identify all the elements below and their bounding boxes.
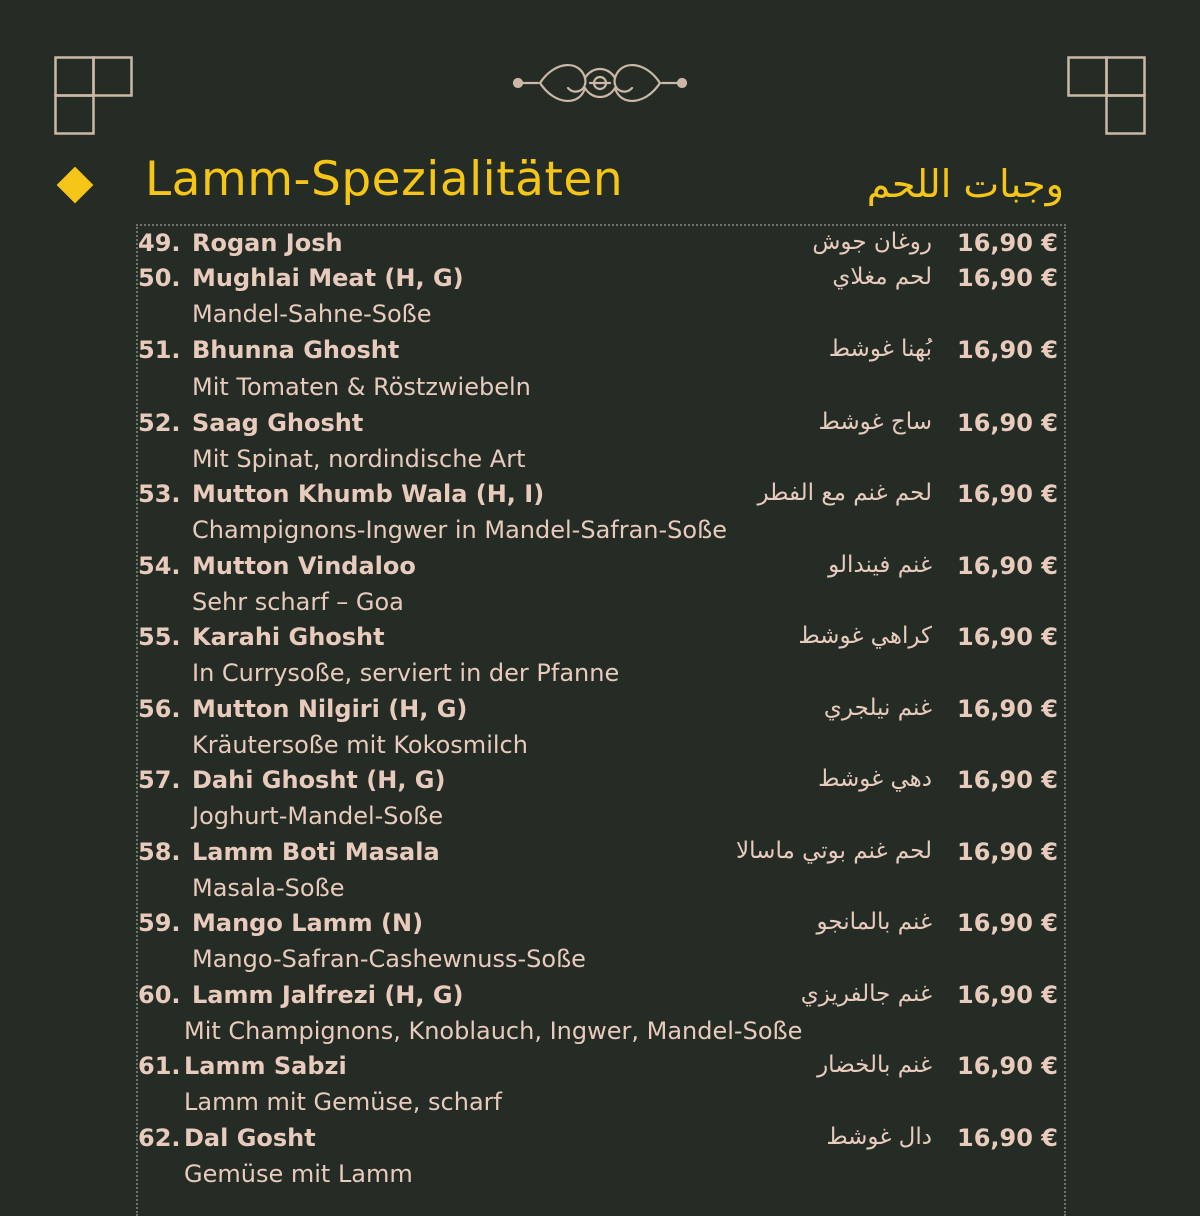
item-price: 16,90 € [957, 480, 1058, 508]
item-name-arabic: غنم جالفريزي [800, 981, 932, 1007]
item-name-arabic: دال غوشط [826, 1124, 932, 1150]
item-name-arabic: غنم بالخضار [817, 1052, 932, 1078]
item-name-arabic: لحم مغلاي [832, 264, 932, 290]
menu-item [136, 838, 1062, 874]
item-price: 16,90 € [957, 409, 1058, 437]
item-price: 16,90 € [957, 1124, 1058, 1152]
menu-item [136, 229, 1062, 265]
item-price: 16,90 € [957, 981, 1058, 1009]
item-name-arabic: روغان جوش [812, 229, 932, 255]
item-price: 16,90 € [957, 1052, 1058, 1080]
menu-item [136, 909, 1062, 945]
item-number: 53. [138, 480, 181, 508]
item-name-arabic: ساج غوشط [818, 409, 932, 435]
menu-item [136, 1052, 1062, 1088]
item-name-arabic: غنم فيندالو [828, 552, 932, 578]
menu-item [136, 1124, 1062, 1160]
item-price: 16,90 € [957, 909, 1058, 937]
item-price: 16,90 € [957, 229, 1058, 257]
item-number: 49. [138, 229, 181, 257]
section-title-german: Lamm-Spezialitäten [145, 152, 624, 207]
menu-item [136, 981, 1062, 1017]
item-description: Mango-Safran-Cashewnuss-Soße [192, 945, 586, 973]
item-name: Lamm Jalfrezi (H, G) [192, 981, 464, 1009]
item-name: Bhunna Ghosht [192, 336, 400, 364]
item-description: Mit Tomaten & Röstzwiebeln [192, 373, 531, 401]
item-name: Lamm Boti Masala [192, 838, 440, 866]
section-title-arabic: وجبات اللحم [866, 162, 1064, 206]
item-description: Lamm mit Gemüse, scharf [184, 1088, 502, 1116]
menu-item [136, 336, 1062, 372]
item-price: 16,90 € [957, 838, 1058, 866]
item-price: 16,90 € [957, 552, 1058, 580]
menu-item [136, 409, 1062, 445]
item-number: 52. [138, 409, 181, 437]
item-name: Karahi Ghosht [192, 623, 385, 651]
menu-item [136, 766, 1062, 802]
item-name-arabic: كراهي غوشط [798, 623, 932, 649]
item-name: Mutton Khumb Wala (H, I) [192, 480, 545, 508]
diamond-icon [57, 167, 94, 204]
item-number: 51. [138, 336, 181, 364]
item-name-arabic: غنم نيلجري [823, 695, 932, 721]
item-price: 16,90 € [957, 695, 1058, 723]
menu-item [136, 623, 1062, 659]
item-name: Saag Ghosht [192, 409, 364, 437]
item-name-arabic: دهي غوشط [818, 766, 932, 792]
item-name: Mughlai Meat (H, G) [192, 264, 464, 292]
item-name: Mutton Nilgiri (H, G) [192, 695, 468, 723]
menu-item [136, 552, 1062, 588]
item-price: 16,90 € [957, 264, 1058, 292]
item-description: Gemüse mit Lamm [184, 1160, 413, 1188]
item-description: In Currysoße, serviert in der Pfanne [192, 659, 620, 687]
flourish-divider-icon [230, 48, 970, 118]
item-description: Joghurt-Mandel-Soße [192, 802, 444, 830]
corner-ornament-left-icon [54, 56, 134, 136]
item-description: Mandel-Sahne-Soße [192, 300, 432, 328]
item-price: 16,90 € [957, 766, 1058, 794]
item-price: 16,90 € [957, 623, 1058, 651]
item-number: 58. [138, 838, 181, 866]
item-number: 59. [138, 909, 181, 937]
item-name: Lamm Sabzi [184, 1052, 347, 1080]
item-number: 60. [138, 981, 181, 1009]
item-description: Kräutersoße mit Kokosmilch [192, 731, 528, 759]
item-number: 57. [138, 766, 181, 794]
item-description: Sehr scharf – Goa [192, 588, 404, 616]
item-number: 62. [138, 1124, 181, 1152]
item-number: 55. [138, 623, 181, 651]
item-name: Dahi Ghosht (H, G) [192, 766, 446, 794]
item-name-arabic: بُهنا غوشط [828, 336, 932, 362]
corner-ornament-right-icon [1067, 56, 1147, 136]
item-name-arabic: غنم بالمانجو [816, 909, 932, 935]
item-number: 61. [138, 1052, 181, 1080]
item-name: Rogan Josh [192, 229, 343, 257]
item-price: 16,90 € [957, 336, 1058, 364]
item-description: Champignons-Ingwer in Mandel-Safran-Soße [192, 516, 727, 544]
item-name: Mutton Vindaloo [192, 552, 416, 580]
item-name-arabic: لحم غنم بوتي ماسالا [736, 838, 932, 864]
item-number: 54. [138, 552, 181, 580]
item-name-arabic: لحم غنم مع الفطر [757, 480, 932, 506]
menu-item [136, 480, 1062, 516]
item-name: Dal Gosht [184, 1124, 316, 1152]
item-name: Mango Lamm (N) [192, 909, 424, 937]
item-number: 50. [138, 264, 181, 292]
item-description: Masala-Soße [192, 874, 345, 902]
item-description: Mit Champignons, Knoblauch, Ingwer, Mandel-Soße [184, 1017, 803, 1045]
item-description: Mit Spinat, nordindische Art [192, 445, 526, 473]
item-number: 56. [138, 695, 181, 723]
menu-item [136, 695, 1062, 731]
menu-item [136, 264, 1062, 300]
